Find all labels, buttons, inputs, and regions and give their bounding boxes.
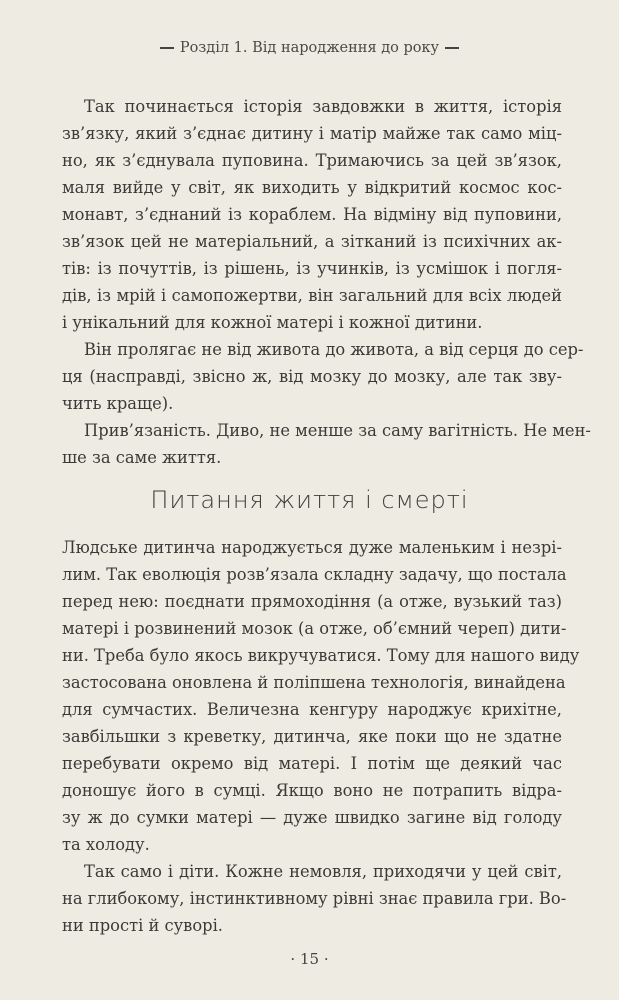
text-line: ни прості й суворі. xyxy=(62,916,223,935)
page-number: · 15 · xyxy=(290,950,329,968)
text-line: матері і розвинений мозок (а отже, об’ємний череп) дити- xyxy=(62,619,567,638)
header-ornament-right xyxy=(445,47,459,49)
text-line: но, як з’єднувала пуповина. Тримаючись за цей зв’язок, xyxy=(62,151,562,170)
section-heading: Питання життя і смерті xyxy=(150,486,469,514)
text-line: Так починається історія завдовжки в життя, історія xyxy=(84,97,562,116)
text-line: маля вийде у світ, як виходить у відкритий космос кос- xyxy=(62,178,562,197)
text-line: Людське дитинча народжується дуже маленьким і незрі- xyxy=(62,538,562,557)
text-line: для сумчастих. Величезна кенгуру народжує крихітне, xyxy=(62,700,562,719)
text-line: ни. Треба було якось викручуватися. Тому для нашого виду xyxy=(62,646,580,665)
text-line: зв’язку, який з’єднає дитину і матір майже так само міц- xyxy=(62,124,562,143)
page-number-text: 15 xyxy=(299,950,320,968)
text-line: Він пролягає не від живота до живота, а від серця до сер- xyxy=(84,340,584,359)
header-ornament-left xyxy=(160,47,174,49)
text-line: перед нею: поєднати прямоходіння (а отже, вузький таз) xyxy=(62,592,562,611)
text-line: лим. Так еволюція розв’язала складну задачу, що постала xyxy=(62,565,567,584)
text-line: ше за саме життя. xyxy=(62,448,222,467)
text-line: Так само і діти. Кожне немовля, приходячи у цей світ, xyxy=(84,862,562,881)
text-line: на глибокому, інстинктивному рівні знає правила гри. Во- xyxy=(62,889,567,908)
text-line: зу ж до сумки матері — дуже швидко загине від голоду xyxy=(62,808,562,827)
body-text-bottom xyxy=(62,534,580,939)
text-line: доношує його в сумці. Якщо воно не потрапить відра- xyxy=(62,781,562,800)
text-line: та холоду. xyxy=(62,835,150,854)
text-line: чить краще). xyxy=(62,394,174,413)
running-header xyxy=(0,40,619,56)
text-line: і унікальний для кожної матері і кожної дитини. xyxy=(62,313,483,332)
text-line: завбільшки з креветку, дитинча, яке поки що не здатне xyxy=(62,727,562,746)
text-line: тів: із почуттів, із рішень, із учинків, із усмішок і погля- xyxy=(62,259,562,278)
text-line: зв’язок цей не матеріальний, а зітканий із психічних ак- xyxy=(62,232,562,251)
running-header-text: Розділ 1. Від народження до року xyxy=(179,40,440,56)
text-line: ця (насправді, звісно ж, від мозку до мозку, але так зву- xyxy=(62,367,562,386)
body-text-top xyxy=(62,93,591,471)
text-line: монавт, з’єднаний із кораблем. На відміну від пуповини, xyxy=(62,205,562,224)
text-line: перебувати окремо від матері. І потім ще деякий час xyxy=(62,754,562,773)
text-line: Прив’язаність. Диво, не менше за саму вагітність. Не мен- xyxy=(84,421,591,440)
text-line: застосована оновлена й поліпшена технологія, винайдена xyxy=(62,673,566,692)
text-line: дів, із мрій і самопожертви, він загальний для всіх людей xyxy=(62,286,562,305)
